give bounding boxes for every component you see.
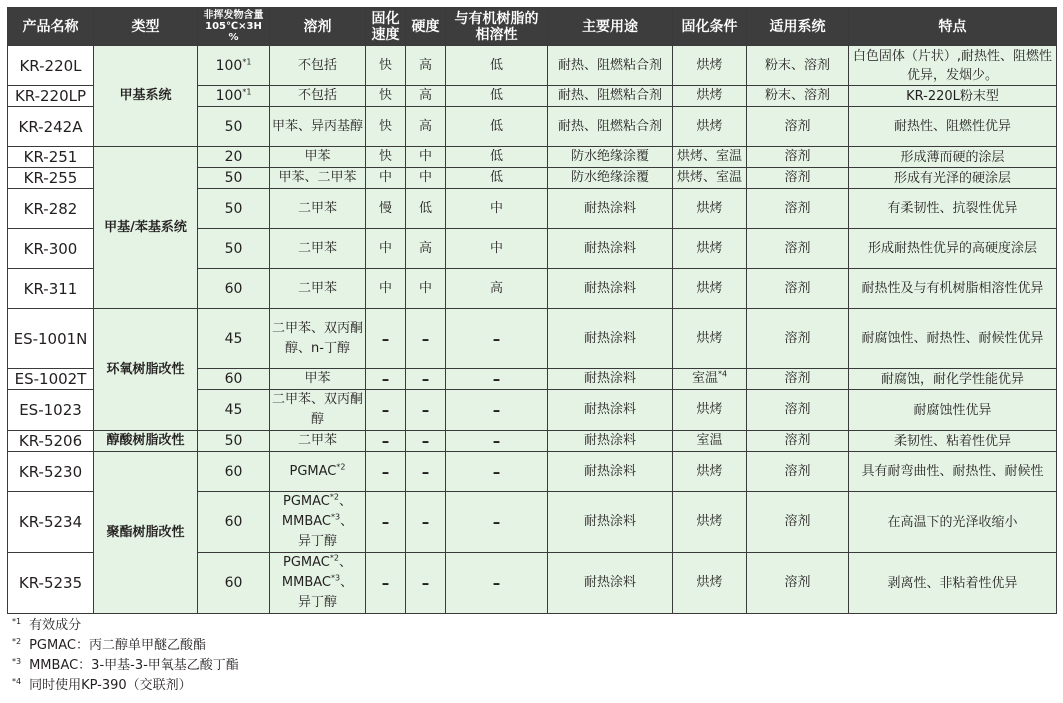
- header-cure-speed: 固化速度: [366, 8, 406, 46]
- cure-condition-cell: [673, 369, 747, 390]
- hardness-cell: –: [406, 452, 446, 492]
- system-cell: 溶剂: [747, 452, 849, 492]
- hardness-cell: 中: [406, 147, 446, 168]
- hardness-cell: –: [406, 431, 446, 452]
- footnote-mark: *1: [242, 87, 252, 97]
- cure-speed-cell: 快: [366, 147, 406, 168]
- footnotes: [12, 616, 239, 696]
- usage-cell: 耐热、阻燃粘合剂: [548, 46, 673, 86]
- system-cell: 溶剂: [747, 492, 849, 553]
- cure-speed-cell: –: [366, 553, 406, 614]
- cure-speed-cell: 中: [366, 229, 406, 269]
- system-cell: 溶剂: [747, 168, 849, 189]
- type-group-epoxy: 环氧树脂改性: [94, 309, 198, 431]
- feature-cell: 形成耐热性优异的高硬度涂层: [849, 229, 1057, 269]
- footnote-mark: *3: [330, 512, 341, 522]
- product-name: KR-5206: [8, 431, 94, 452]
- header-product-name: 产品名称: [8, 8, 94, 46]
- cure-speed-cell: 中: [366, 168, 406, 189]
- footnote-mark: *2: [336, 462, 346, 472]
- solvent-cell: PGMAC$^{*2}$、 MMBAC$^{*3}$、 异丁醇: [270, 553, 366, 614]
- solvent-part: 异丁醇: [297, 595, 337, 610]
- footnote-mark: *3: [12, 656, 22, 666]
- usage-cell: 耐热、阻燃粘合剂: [548, 107, 673, 147]
- table-row: [8, 46, 1057, 86]
- type-group-polyester: 聚酯树脂改性: [94, 452, 198, 614]
- product-name: KR-251: [8, 147, 94, 168]
- cure-condition-cell: 烘烤: [673, 189, 747, 229]
- footnote-mark: *2: [329, 492, 339, 502]
- cure-condition-cell: 烘烤: [673, 309, 747, 369]
- product-name: KR-282: [8, 189, 94, 229]
- footnote: [12, 656, 239, 676]
- table-row: [8, 309, 1057, 369]
- nonvolatile-cell: 50: [198, 229, 270, 269]
- cure-condition-value: 室温: [691, 371, 718, 386]
- usage-cell: 耐热涂料: [548, 369, 673, 390]
- cure-condition-cell: 烘烤: [673, 553, 747, 614]
- compatibility-cell: 低: [446, 86, 548, 107]
- nonvolatile-value: 100: [215, 88, 243, 104]
- header-system: 适用系统: [747, 8, 849, 46]
- system-cell: 溶剂: [747, 189, 849, 229]
- compatibility-cell: 低: [446, 46, 548, 86]
- usage-cell: 耐热涂料: [548, 553, 673, 614]
- compatibility-cell: 低: [446, 168, 548, 189]
- nonvolatile-cell: 50: [198, 189, 270, 229]
- usage-cell: 耐热涂料: [548, 189, 673, 229]
- header-compatibility: 与有机树脂的相溶性: [446, 8, 548, 46]
- product-name: KR-300: [8, 229, 94, 269]
- cure-condition-cell: 烘烤、室温: [673, 147, 747, 168]
- footnote-mark: *1: [242, 56, 252, 66]
- compatibility-cell: 低: [446, 147, 548, 168]
- nonvolatile-cell: 50: [198, 431, 270, 452]
- header-hardness: 硬度: [406, 8, 446, 46]
- usage-cell: 耐热涂料: [548, 390, 673, 431]
- nonvolatile-cell: 60: [198, 269, 270, 309]
- usage-cell: 防水绝缘涂覆: [548, 168, 673, 189]
- table-row: [8, 431, 1057, 452]
- feature-cell: 具有耐弯曲性、耐热性、耐候性: [849, 452, 1057, 492]
- hardness-cell: 中: [406, 168, 446, 189]
- solvent-cell: 甲苯、二甲苯: [270, 168, 366, 189]
- solvent-cell: 不包括: [270, 46, 366, 86]
- system-cell: 粉末、溶剂: [747, 86, 849, 107]
- cure-speed-cell: 慢: [366, 189, 406, 229]
- solvent-part: MMBAC: [281, 514, 331, 529]
- compatibility-cell: –: [446, 553, 548, 614]
- nonvolatile-cell: 60: [198, 553, 270, 614]
- usage-cell: 耐热涂料: [548, 431, 673, 452]
- table-row: [8, 147, 1057, 168]
- cure-speed-cell: –: [366, 309, 406, 369]
- cure-condition-cell: 烘烤: [673, 107, 747, 147]
- cure-condition-cell: 烘烤: [673, 452, 747, 492]
- footnote-mark: *1: [12, 616, 22, 626]
- solvent-cell: 二甲苯: [270, 269, 366, 309]
- system-cell: 溶剂: [747, 107, 849, 147]
- footnote-mark: *2: [12, 636, 22, 646]
- cure-speed-cell: 快: [366, 107, 406, 147]
- footnote-text: 有效成分: [29, 618, 82, 633]
- solvent-cell: 二甲苯、双丙酮醇: [270, 390, 366, 431]
- hardness-cell: –: [406, 553, 446, 614]
- feature-cell: 在高温下的光泽收缩小: [849, 492, 1057, 553]
- usage-cell: 耐热涂料: [548, 229, 673, 269]
- feature-cell: 耐腐蚀，耐化学性能优异: [849, 369, 1057, 390]
- hardness-cell: –: [406, 369, 446, 390]
- solvent-cell: 甲苯、异丙基醇: [270, 107, 366, 147]
- cure-speed-cell: 快: [366, 46, 406, 86]
- compatibility-cell: –: [446, 369, 548, 390]
- type-group-methylphenyl: 甲基/苯基系统: [94, 147, 198, 309]
- product-name: KR-5230: [8, 452, 94, 492]
- hardness-cell: –: [406, 390, 446, 431]
- system-cell: 溶剂: [747, 369, 849, 390]
- footnote: [12, 616, 239, 636]
- compatibility-cell: –: [446, 390, 548, 431]
- feature-cell: 有柔韧性、抗裂性优异: [849, 189, 1057, 229]
- solvent-cell: 甲苯: [270, 147, 366, 168]
- header-nonvolatile: 非挥发物含量105℃×3H %: [198, 8, 270, 46]
- compatibility-cell: –: [446, 431, 548, 452]
- compatibility-cell: 高: [446, 269, 548, 309]
- system-cell: 溶剂: [747, 229, 849, 269]
- product-name: KR-5234: [8, 492, 94, 553]
- hardness-cell: 中: [406, 269, 446, 309]
- solvent-cell: [270, 452, 366, 492]
- cure-speed-cell: –: [366, 369, 406, 390]
- feature-cell: 柔韧性、粘着性优异: [849, 431, 1057, 452]
- feature-cell: 白色固体（片状）,耐热性、阻燃性优异，发烟少。: [849, 46, 1057, 86]
- cure-speed-cell: 中: [366, 269, 406, 309]
- feature-cell: 耐腐蚀性、耐热性、耐候性优异: [849, 309, 1057, 369]
- feature-cell: 耐热性及与有机树脂相溶性优异: [849, 269, 1057, 309]
- nonvolatile-cell: 50: [198, 107, 270, 147]
- nonvolatile-cell: 50: [198, 168, 270, 189]
- product-name: KR-242A: [8, 107, 94, 147]
- cure-condition-cell: 烘烤: [673, 86, 747, 107]
- system-cell: 溶剂: [747, 147, 849, 168]
- cure-condition-cell: 烘烤: [673, 229, 747, 269]
- compatibility-cell: 低: [446, 107, 548, 147]
- cure-condition-cell: 烘烤: [673, 492, 747, 553]
- solvent-cell: 二甲苯: [270, 431, 366, 452]
- hardness-cell: 高: [406, 86, 446, 107]
- header-type: 类型: [94, 8, 198, 46]
- header-row: [8, 8, 1057, 46]
- feature-cell: 形成薄而硬的涂层: [849, 147, 1057, 168]
- cure-condition-cell: 烘烤: [673, 390, 747, 431]
- type-group-alkyd: 醇酸树脂改性: [94, 431, 198, 452]
- compatibility-cell: –: [446, 452, 548, 492]
- product-name: KR-5235: [8, 553, 94, 614]
- nonvolatile-cell: 20: [198, 147, 270, 168]
- hardness-cell: 高: [406, 229, 446, 269]
- footnote-text: 同时使用KP-390（交联剂）: [29, 678, 192, 693]
- table-row: [8, 452, 1057, 492]
- hardness-cell: –: [406, 309, 446, 369]
- header-cure-condition: 固化条件: [673, 8, 747, 46]
- footnote-mark: *3: [330, 573, 341, 583]
- nonvolatile-cell: [198, 86, 270, 107]
- header-main-usage: 主要用途: [548, 8, 673, 46]
- cure-condition-cell: 室温: [673, 431, 747, 452]
- usage-cell: 耐热涂料: [548, 269, 673, 309]
- solvent-part: 异丁醇: [297, 534, 337, 549]
- cure-condition-cell: 烘烤、室温: [673, 168, 747, 189]
- compatibility-cell: 中: [446, 229, 548, 269]
- cure-condition-cell: 烘烤: [673, 269, 747, 309]
- feature-cell: 耐腐蚀性优异: [849, 390, 1057, 431]
- footnote-mark: *4: [12, 676, 22, 686]
- product-name: ES-1001N: [8, 309, 94, 369]
- nonvolatile-cell: 45: [198, 390, 270, 431]
- solvent-part: PGMAC: [283, 555, 330, 570]
- nonvolatile-cell: 60: [198, 452, 270, 492]
- nonvolatile-cell: [198, 46, 270, 86]
- footnote-text: PGMAC：丙二醇单甲醚乙酸酯: [29, 638, 206, 653]
- nonvolatile-cell: 45: [198, 309, 270, 369]
- usage-cell: 耐热涂料: [548, 309, 673, 369]
- header-solvent: 溶剂: [270, 8, 366, 46]
- solvent-cell: PGMAC$^{*2}$、 MMBAC$^{*3}$、 异丁醇: [270, 492, 366, 553]
- nonvolatile-value: 100: [215, 57, 243, 74]
- usage-cell: 耐热、阻燃粘合剂: [548, 86, 673, 107]
- system-cell: 溶剂: [747, 309, 849, 369]
- system-cell: 溶剂: [747, 553, 849, 614]
- header-features: 特点: [849, 8, 1057, 46]
- usage-cell: 耐热涂料: [548, 492, 673, 553]
- cure-speed-cell: –: [366, 452, 406, 492]
- product-name: KR-220L: [8, 46, 94, 86]
- product-name: ES-1023: [8, 390, 94, 431]
- nonvolatile-cell: 60: [198, 369, 270, 390]
- solvent-cell: 不包括: [270, 86, 366, 107]
- solvent-cell: 甲苯: [270, 369, 366, 390]
- feature-cell: 耐热性、阻燃性优异: [849, 107, 1057, 147]
- compatibility-cell: –: [446, 309, 548, 369]
- feature-cell: 剥离性、非粘着性优异: [849, 553, 1057, 614]
- system-cell: 溶剂: [747, 269, 849, 309]
- cure-speed-cell: –: [366, 390, 406, 431]
- hardness-cell: –: [406, 492, 446, 553]
- hardness-cell: 高: [406, 107, 446, 147]
- solvent-cell: 二甲苯、双丙酮醇、n-丁醇: [270, 309, 366, 369]
- compatibility-cell: 中: [446, 189, 548, 229]
- nonvolatile-cell: 60: [198, 492, 270, 553]
- footnote: [12, 636, 239, 656]
- solvent-part: MMBAC: [281, 575, 331, 590]
- solvent-cell: 二甲苯: [270, 189, 366, 229]
- product-name: KR-220LP: [8, 86, 94, 107]
- product-name: KR-311: [8, 269, 94, 309]
- feature-cell: 形成有光泽的硬涂层: [849, 168, 1057, 189]
- compatibility-cell: –: [446, 492, 548, 553]
- type-group-methyl: 甲基系统: [94, 46, 198, 147]
- product-name: ES-1002T: [8, 369, 94, 390]
- usage-cell: 耐热涂料: [548, 452, 673, 492]
- product-name: KR-255: [8, 168, 94, 189]
- footnote-text: MMBAC：3-甲基-3-甲氧基乙酸丁酯: [29, 658, 239, 673]
- cure-condition-cell: 烘烤: [673, 46, 747, 86]
- footnote-mark: *2: [329, 553, 339, 563]
- product-spec-table: [7, 7, 1057, 614]
- footnote-mark: *4: [717, 369, 728, 379]
- usage-cell: 防水绝缘涂覆: [548, 147, 673, 168]
- hardness-cell: 低: [406, 189, 446, 229]
- system-cell: 粉末、溶剂: [747, 46, 849, 86]
- solvent-value: PGMAC: [289, 463, 337, 479]
- cure-speed-cell: –: [366, 431, 406, 452]
- system-cell: 溶剂: [747, 431, 849, 452]
- system-cell: 溶剂: [747, 390, 849, 431]
- cure-speed-cell: 快: [366, 86, 406, 107]
- hardness-cell: 高: [406, 46, 446, 86]
- solvent-cell: 二甲苯: [270, 229, 366, 269]
- feature-cell: KR-220L粉末型: [849, 86, 1057, 107]
- solvent-part: PGMAC: [283, 494, 330, 509]
- footnote: [12, 676, 239, 696]
- cure-speed-cell: –: [366, 492, 406, 553]
